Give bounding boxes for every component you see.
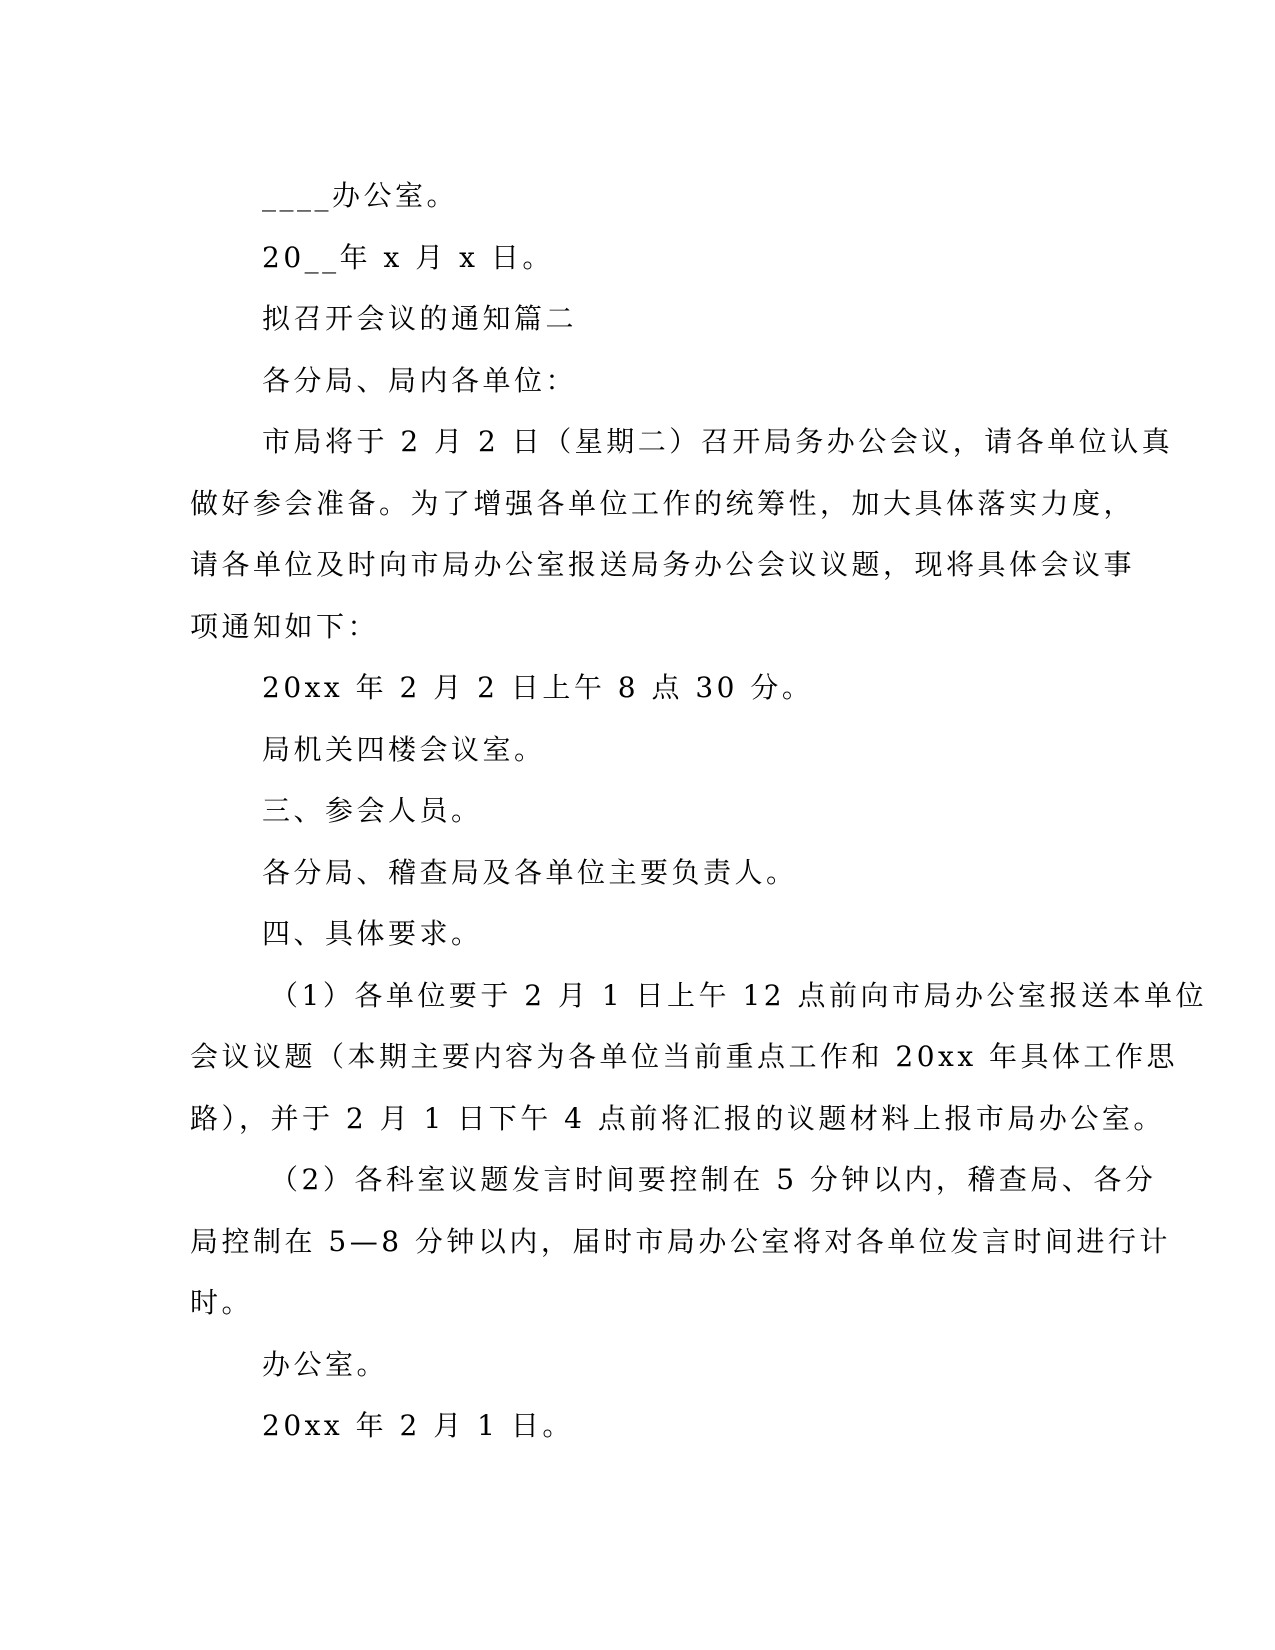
document-body — [190, 165, 1207, 1457]
salutation: 各分局、局内各单位： — [262, 363, 578, 397]
signature-date-blank: 20__年 x 月 x 日。 — [262, 240, 554, 274]
meeting-location: 局机关四楼会议室。 — [262, 732, 546, 766]
section-title: 拟召开会议的通知篇二 — [262, 302, 578, 335]
attendees-heading: 三、参会人员。 — [262, 794, 483, 827]
paragraph-line: 项通知如下： — [190, 609, 380, 643]
paragraph-line: 市局将于 2 月 2 日（星期二）召开局务办公会议，请各单位认真 — [262, 425, 1174, 458]
requirement-2-line: 局控制在 5—8 分钟以内，届时市局办公室将对各单位发言时间进行计 — [190, 1224, 1171, 1258]
attendees-list: 各分局、稽查局及各单位主要负责人。 — [262, 855, 798, 889]
paragraph-line: 做好参会准备。为了增强各单位工作的统筹性，加大具体落实力度， — [190, 486, 1136, 520]
paragraph-line: 请各单位及时向市局办公室报送局务办公会议议题，现将具体会议事 — [190, 548, 1136, 581]
requirements-heading: 四、具体要求。 — [262, 917, 483, 950]
requirement-1-line: 会议议题（本期主要内容为各单位当前重点工作和 20xx 年具体工作思 — [190, 1040, 1179, 1073]
requirement-2-line: 时。 — [190, 1286, 254, 1319]
signature-office-blank: ____办公室。 — [262, 179, 459, 212]
signature-date: 20xx 年 2 月 1 日。 — [262, 1409, 574, 1442]
requirement-1-line: （1）各单位要于 2 月 1 日上午 12 点前向市局办公室报送本单位 — [270, 978, 1207, 1012]
requirement-2-line: （2）各科室议题发言时间要控制在 5 分钟以内，稽查局、各分 — [270, 1163, 1157, 1196]
signature-office: 办公室。 — [262, 1347, 389, 1381]
requirement-1-line: 路），并于 2 月 1 日下午 4 点前将汇报的议题材料上报市局办公室。 — [190, 1101, 1165, 1135]
meeting-time: 20xx 年 2 月 2 日上午 8 点 30 分。 — [262, 671, 814, 704]
